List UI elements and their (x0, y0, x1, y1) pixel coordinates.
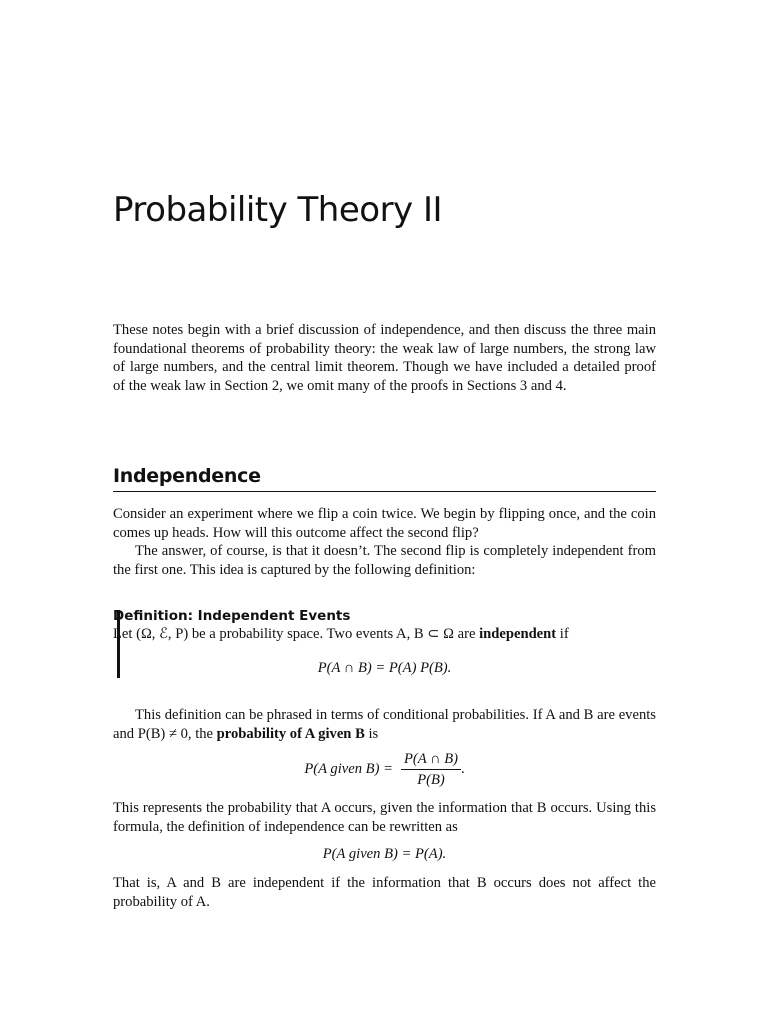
coin-paragraph: Consider an experiment where we flip a coin twice. We begin by flipping once, and the coin comes up heads. How will this outcome affect the second flip? (113, 506, 656, 541)
conditional-term: probability of A given B (216, 725, 365, 742)
conditional-pre: This definition can be phrased in terms of conditional probabilities. If A and B are events and P(B) ≠ 0, the (113, 707, 656, 742)
final-paragraph: That is, A and B are independent if the information that B occurs does not affect the probability of A. (113, 875, 656, 910)
definition-box (113, 607, 656, 644)
definition-body-pre: Let (Ω, ℰ, P) be a probability space. Two events A, B ⊂ Ω are (113, 626, 480, 642)
definition-title: Definition: Independent Events (113, 608, 351, 624)
rewritten-equation: P(A given B) = P(A). (322, 846, 447, 862)
fraction-denominator: P(B) (417, 772, 445, 788)
definition-body (113, 625, 656, 644)
conditional-paragraph (113, 706, 656, 743)
formula-lhs: P(A given B) = (304, 761, 393, 777)
fraction-numerator: P(A ∩ B) (401, 750, 461, 770)
section-heading (113, 465, 656, 492)
definition-term: independent (479, 626, 557, 642)
section-title: Independence (113, 465, 261, 487)
independence-equation: P(A ∩ B) = P(A) P(B). (317, 660, 452, 676)
conditional-formula (113, 750, 656, 789)
fraction (401, 750, 461, 789)
intro-paragraph: These notes begin with a brief discussion of independence, and then discuss the three main foundational theorems of probability theory: the weak law of large numbers, the strong law of large numbers, and the central limit theorem. Though we have included a detailed proof of the weak law in Section 2, we omit many of the proofs in Sections 3 and 4. (113, 322, 656, 394)
definition-body-post: if (556, 626, 569, 642)
conditional-post: is (364, 725, 379, 742)
independence-text (113, 505, 656, 579)
page-title: Probability Theory II (113, 190, 443, 230)
formula-period: . (461, 761, 465, 777)
represents-paragraph: This represents the probability that A occurs, given the information that B occurs. Using this formula, the definition of independence can be rewritten as (113, 800, 656, 835)
answer-paragraph: The answer, of course, is that it doesn’t. The second flip is completely independent from the first one. This idea is captured by the following definition: (113, 543, 656, 578)
